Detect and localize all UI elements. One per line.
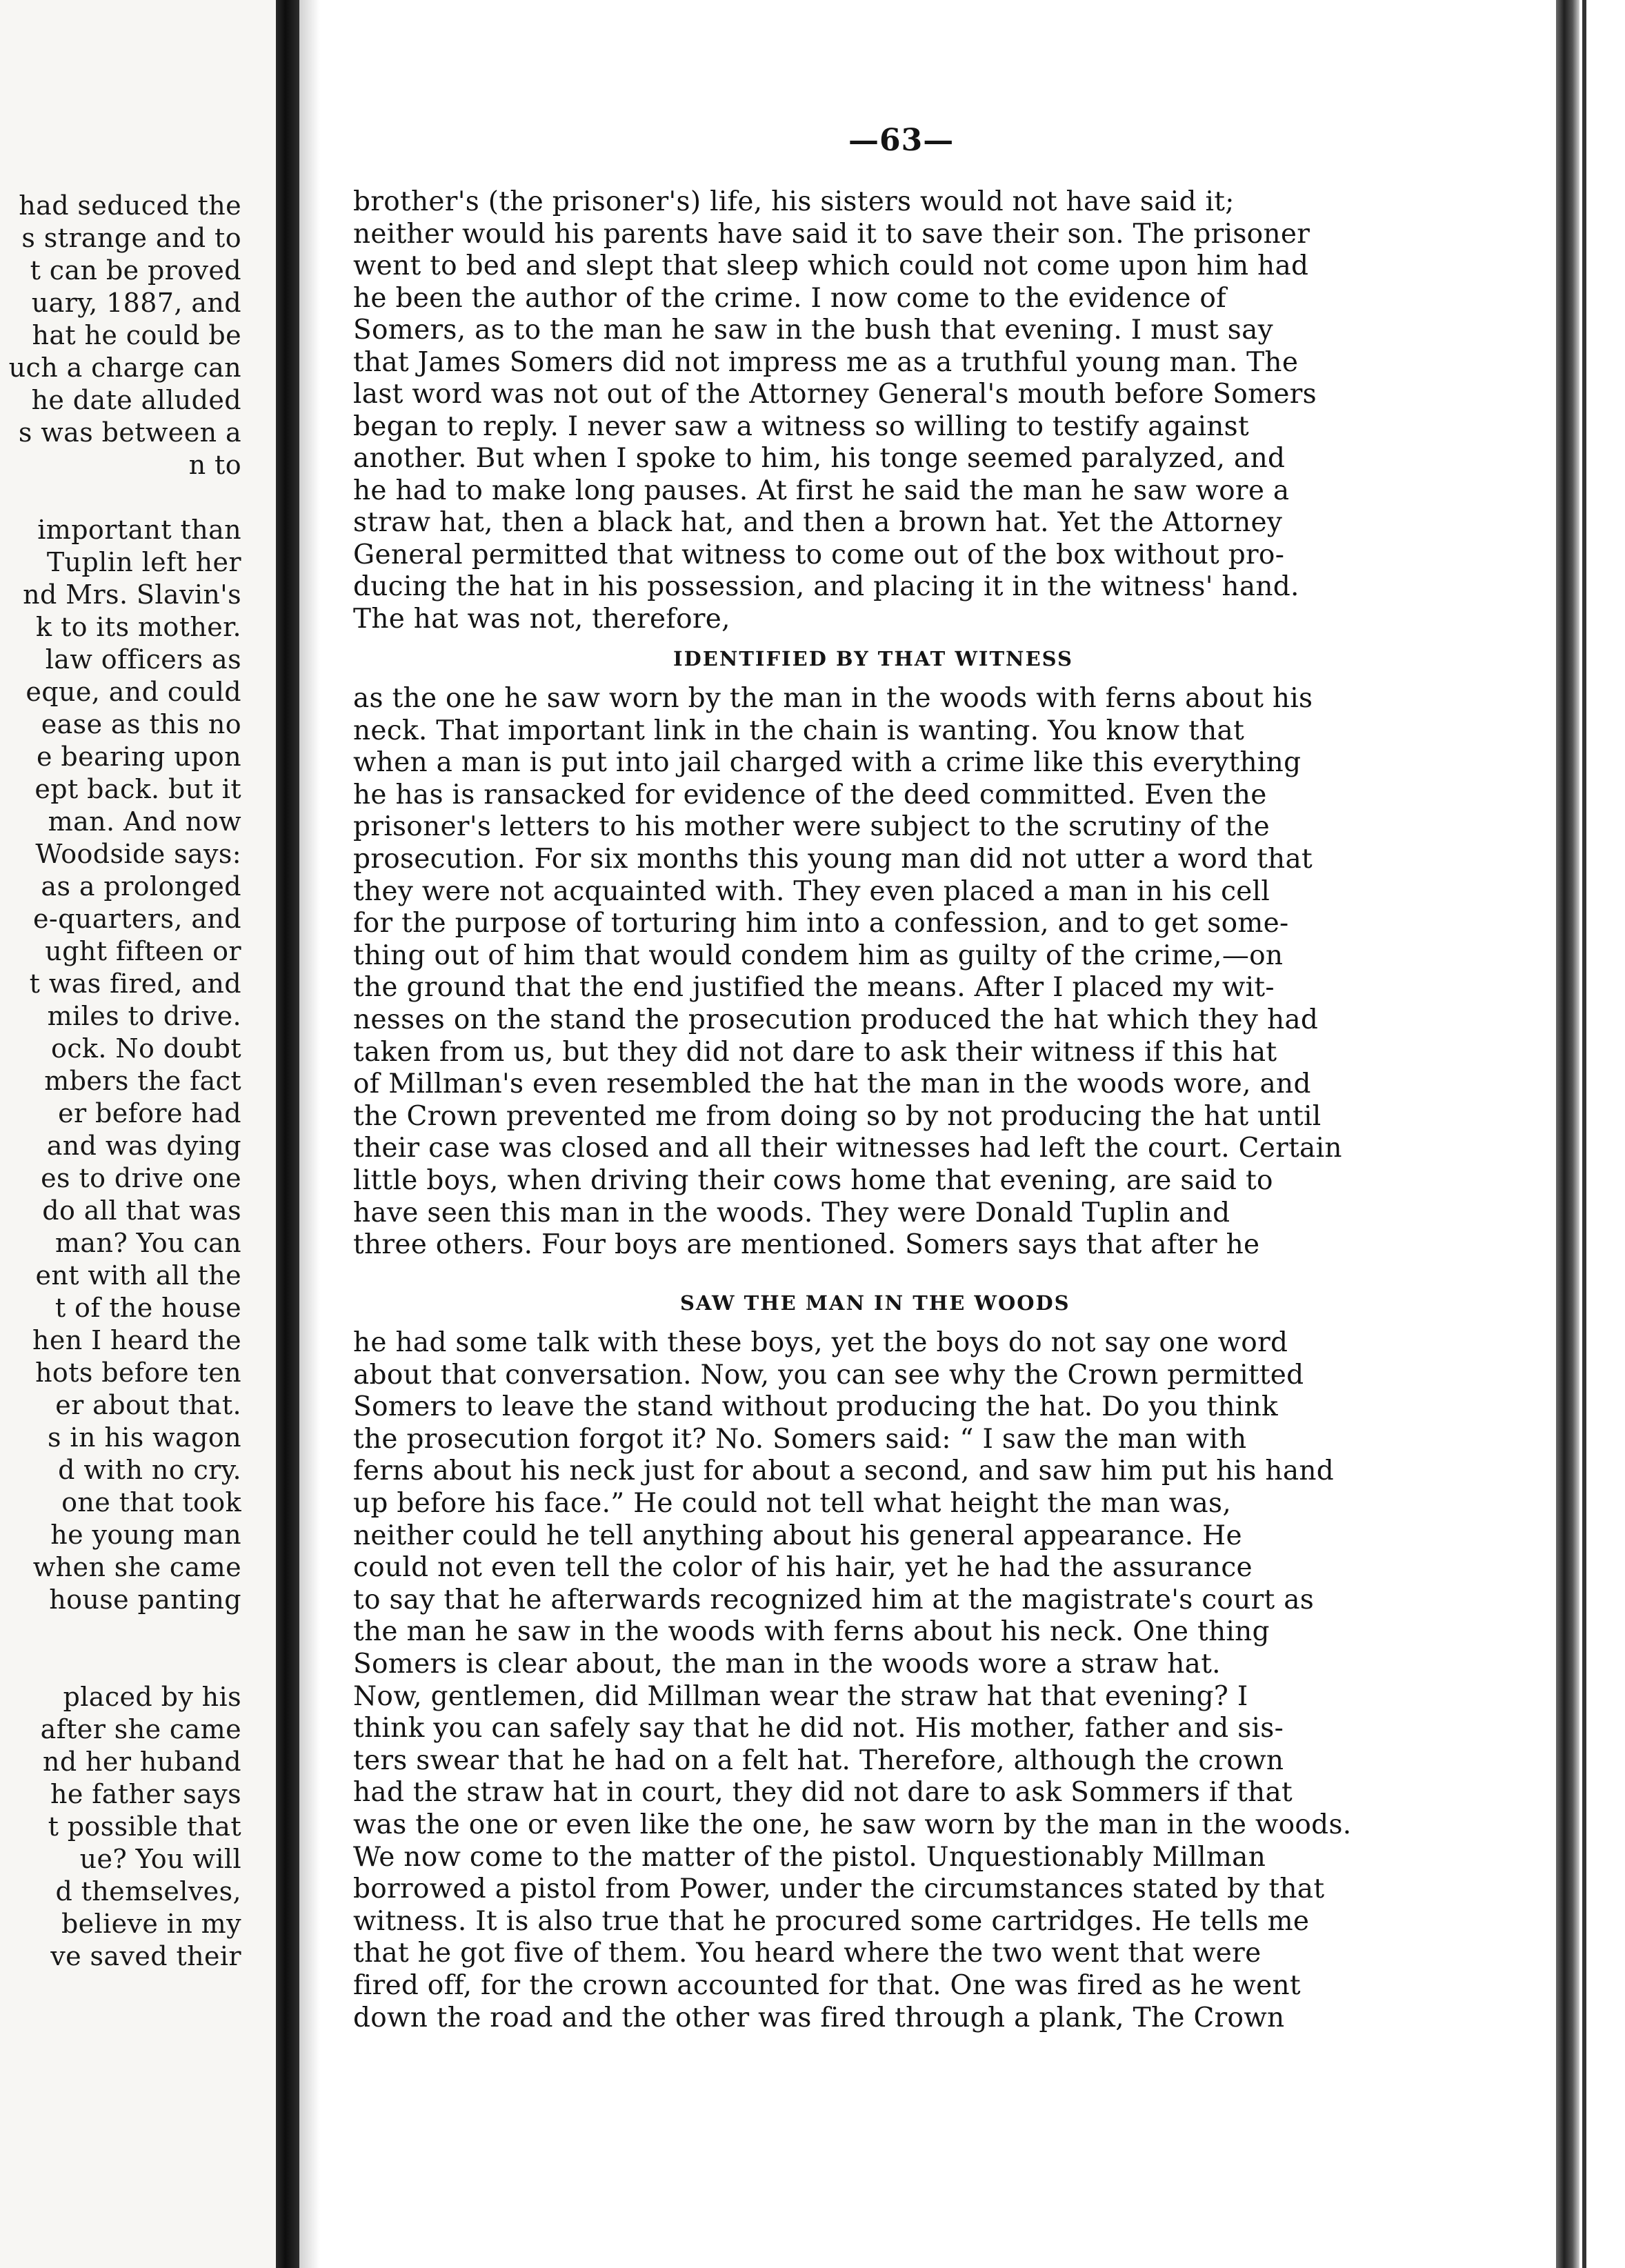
- text-line: straw hat, then a black hat, and then a brown hat. Yet the Attorney: [353, 507, 1283, 538]
- left-column-line: uary, 1887, and: [31, 288, 241, 318]
- text-line: another. But when I spoke to him, his tonge seemed paralyzed, and: [353, 443, 1286, 474]
- text-line: ferns about his neck just for about a second, and saw him put his hand: [353, 1455, 1335, 1487]
- text-line: could not even tell the color of his hair, yet he had the assurance: [353, 1552, 1253, 1584]
- left-column-line: Tuplin left her: [46, 547, 241, 577]
- left-column-line: e-quarters, and: [33, 904, 241, 934]
- text-line: he had to make long pauses. At first he said the man he saw wore a: [353, 475, 1290, 506]
- left-column-line: important than: [37, 515, 241, 545]
- text-line: last word was not out of the Attorney General's mouth before Somers: [353, 379, 1317, 410]
- text-line: was the one or even like the one, he saw worn by the man in the woods.: [353, 1809, 1352, 1840]
- gutter-shadow: [299, 0, 320, 2268]
- left-column-line: er about that.: [55, 1390, 241, 1420]
- left-column-line: he date alluded: [31, 385, 241, 415]
- text-line: Now, gentlemen, did Millman wear the straw hat that evening? I: [353, 1680, 1248, 1712]
- left-column-line: man. And now: [48, 806, 241, 837]
- text-line: Somers to leave the stand without producing the hat. Do you think: [353, 1391, 1278, 1423]
- left-column-line: man? You can: [54, 1228, 241, 1258]
- left-column-line: miles to drive.: [47, 1001, 241, 1031]
- text-line: neither would his parents have said it to save their son. The prisoner: [353, 218, 1310, 250]
- text-line: have seen this man in the woods. They were Donald Tuplin and: [353, 1197, 1230, 1228]
- left-column-line: ease as this no: [41, 709, 241, 739]
- left-column-line: ock. No doubt: [50, 1033, 241, 1064]
- text-line: fired off, for the crown accounted for that. One was fired as he went: [353, 1970, 1301, 2001]
- left-column-line: hots before ten: [35, 1357, 241, 1388]
- left-column-line: n to: [188, 450, 241, 480]
- left-column-line: t possible that: [48, 1811, 241, 1842]
- text-line: had the straw hat in court, they did not dare to ask Sommers if that: [353, 1777, 1293, 1809]
- text-line: about that conversation. Now, you can see why the Crown permitted: [353, 1359, 1304, 1391]
- text-line: prisoner's letters to his mother were subject to the scrutiny of the: [353, 811, 1270, 843]
- text-line: thing out of him that would condem him as guilty of the crime,—on: [353, 939, 1284, 971]
- right-page-edge: [1556, 0, 1579, 2268]
- text-line: the man he saw in the woods with ferns about his neck. One thing: [353, 1616, 1270, 1648]
- left-column-line: d themselves,: [55, 1876, 241, 1907]
- text-line: the prosecution forgot it? No. Somers said: “ I saw the man with: [353, 1423, 1247, 1455]
- left-column-line: do all that was: [42, 1195, 241, 1226]
- text-line: nesses on the stand the prosecution produced the hat which they had: [353, 1004, 1319, 1035]
- left-column-line: ue? You will: [79, 1844, 241, 1874]
- left-column-line: eque, and could: [26, 677, 241, 707]
- text-line: ducing the hat in his possession, and placing it in the witness' hand.: [353, 571, 1299, 602]
- left-column-line: ent with all the: [35, 1260, 241, 1291]
- left-column-line: and was dying: [46, 1131, 241, 1161]
- left-column-line: t of the house: [54, 1293, 241, 1323]
- text-line: their case was closed and all their witnesses had left the court. Certain: [353, 1133, 1342, 1164]
- left-column-line: ept back. but it: [34, 774, 241, 804]
- text-line: of Millman's even resembled the hat the man in the woods wore, and: [353, 1068, 1311, 1100]
- text-line: Somers, as to the man he saw in the bush that evening. I must say: [353, 315, 1273, 346]
- text-line: began to reply. I never saw a witness so willing to testify against: [353, 410, 1249, 442]
- text-line: prosecution. For six months this young man did not utter a word that: [353, 844, 1313, 875]
- book-gutter: [276, 0, 299, 2268]
- text-line: he been the author of the crime. I now come to the evidence of: [353, 282, 1226, 314]
- text-line: brother's (the prisoner's) life, his sisters would not have said it;: [353, 186, 1235, 217]
- left-column-line: ve saved their: [50, 1941, 241, 1971]
- left-column-line: house panting: [49, 1584, 241, 1615]
- subheading-saw-the-man-in-the-woods: SAW THE MAN IN THE WOODS: [680, 1291, 1070, 1315]
- left-column-line: hat he could be: [32, 320, 241, 350]
- left-column-line: he father says: [50, 1779, 241, 1809]
- text-line: We now come to the matter of the pistol. Unquestionably Millman: [353, 1841, 1266, 1873]
- text-line: to say that he afterwards recognized him at the magistrate's court as: [353, 1584, 1315, 1615]
- text-line: that he got five of them. You heard where the two went that were: [353, 1938, 1262, 1969]
- text-line: went to bed and slept that sleep which could not come upon him had: [353, 250, 1309, 281]
- left-column-line: nd Mrs. Slavin's: [23, 579, 241, 610]
- left-column-line: placed by his: [63, 1682, 241, 1712]
- text-line: little boys, when driving their cows home that evening, are said to: [353, 1165, 1273, 1196]
- left-column-line: as a prolonged: [41, 871, 241, 902]
- text-line: neither could he tell anything about his general appearance. He: [353, 1520, 1242, 1551]
- text-line: think you can safely say that he did not. His mother, father and sis-: [353, 1713, 1284, 1744]
- left-column-line: after she came: [40, 1714, 241, 1744]
- left-column-line: t can be proved: [30, 255, 241, 286]
- text-line: when a man is put into jail charged with a crime like this everything: [353, 747, 1302, 779]
- text-line: for the purpose of torturing him into a confession, and to get some-: [353, 908, 1289, 939]
- left-column-line: he young man: [50, 1520, 241, 1550]
- text-line: General permitted that witness to come out of the box without pro-: [353, 539, 1285, 570]
- left-column-line: one that took: [61, 1487, 241, 1518]
- left-column-line: Woodside says:: [35, 839, 241, 869]
- text-line: he has is ransacked for evidence of the deed committed. Even the: [353, 779, 1267, 810]
- left-column-line: t was fired, and: [29, 968, 241, 999]
- text-line: three others. Four boys are mentioned. Somers says that after he: [353, 1229, 1260, 1261]
- left-column-line: d with no cry.: [58, 1455, 241, 1485]
- left-column-line: law officers as: [45, 644, 241, 675]
- text-line: the Crown prevented me from doing so by not producing the hat until: [353, 1100, 1322, 1132]
- left-column-line: hen I heard the: [32, 1325, 241, 1355]
- left-column-line: e bearing upon: [37, 742, 241, 772]
- page-number: —63—: [848, 123, 955, 158]
- left-column-line: mbers the fact: [44, 1066, 241, 1096]
- text-line: that James Somers did not impress me as a truthful young man. The: [353, 346, 1299, 378]
- left-column-line: nd her huband: [42, 1747, 241, 1777]
- text-line: borrowed a pistol from Power, under the circumstances stated by that: [353, 1873, 1325, 1905]
- text-line: the ground that the end justified the means. After I placed my wit-: [353, 972, 1275, 1004]
- text-line: witness. It is also true that he procured some cartridges. He tells me: [353, 1905, 1310, 1937]
- left-column-line: s in his wagon: [48, 1422, 241, 1453]
- text-line: neck. That important link in the chain is wanting. You know that: [353, 715, 1245, 746]
- left-column-line: believe in my: [61, 1909, 241, 1939]
- left-column-line: ught fifteen or: [45, 936, 241, 966]
- text-line: taken from us, but they did not dare to ask their witness if this hat: [353, 1036, 1277, 1068]
- left-page-fragment: [0, 0, 284, 2268]
- left-column-line: uch a charge can: [8, 352, 241, 383]
- left-column-line: s strange and to: [21, 223, 241, 253]
- left-column-line: er before had: [58, 1098, 241, 1128]
- text-line: as the one he saw worn by the man in the woods with ferns about his: [353, 683, 1313, 714]
- subheading-identified-by-that-witness: IDENTIFIED BY THAT WITNESS: [673, 647, 1073, 670]
- left-column-line: k to its mother.: [36, 612, 241, 642]
- text-line: up before his face.” He could not tell what height the man was,: [353, 1488, 1232, 1519]
- text-line: down the road and the other was fired through a plank, The Crown: [353, 2002, 1285, 2033]
- text-line: ters swear that he had on a felt hat. Therefore, although the crown: [353, 1744, 1284, 1776]
- text-line: Somers is clear about, the man in the woods wore a straw hat.: [353, 1649, 1221, 1680]
- text-line: they were not acquainted with. They even placed a man in his cell: [353, 875, 1270, 907]
- left-column-line: had seduced the: [19, 190, 241, 221]
- text-line: he had some talk with these boys, yet the boys do not say one word: [353, 1327, 1288, 1358]
- left-column-line: es to drive one: [41, 1163, 241, 1193]
- text-line: The hat was not, therefore,: [353, 603, 730, 635]
- right-edge-shadow-line: [1582, 0, 1586, 2268]
- left-column-line: s was between a: [18, 417, 241, 448]
- left-column-line: when she came: [32, 1552, 241, 1582]
